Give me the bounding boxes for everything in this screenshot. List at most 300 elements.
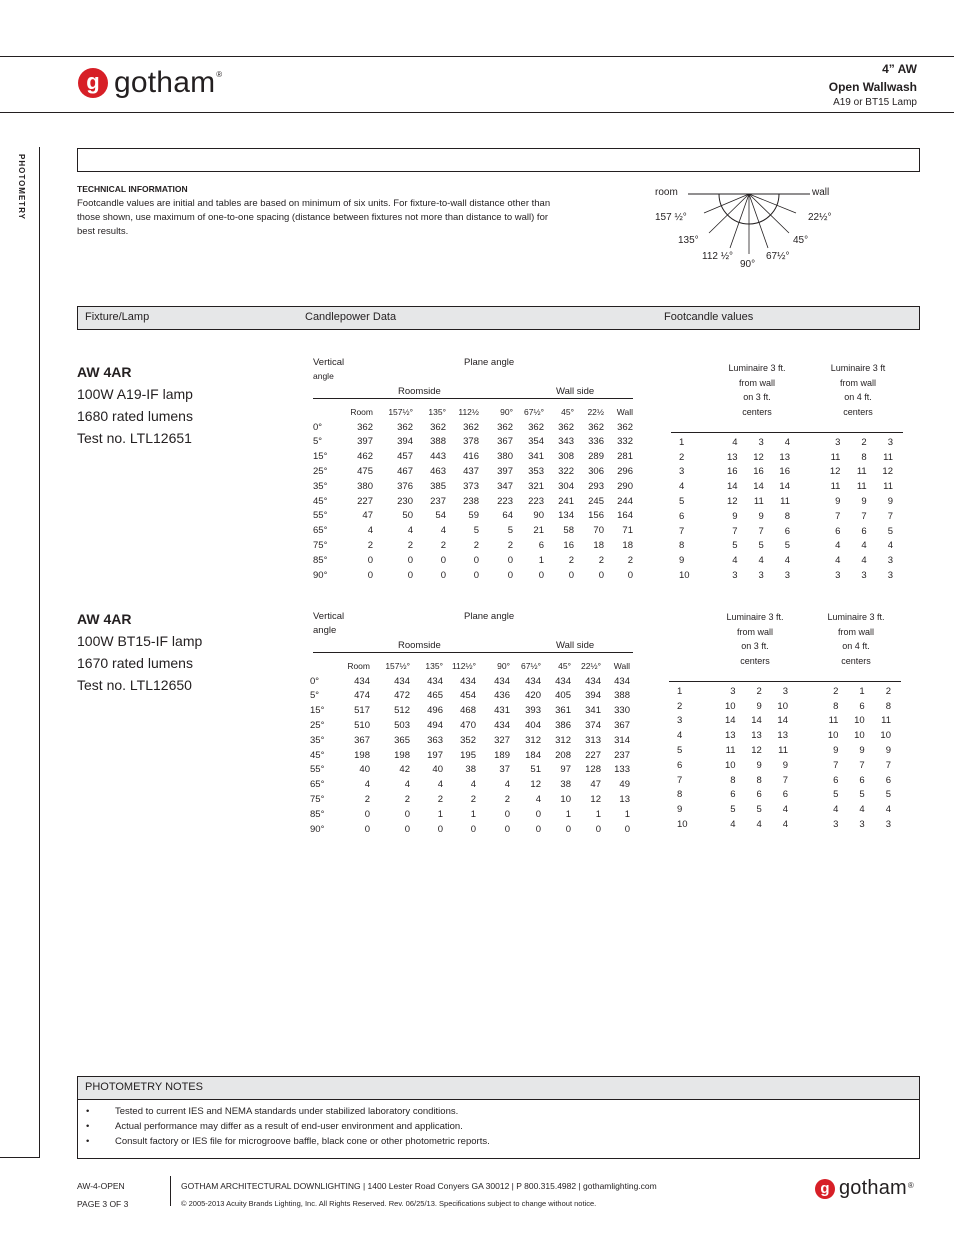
candela-cell: 6 (538, 540, 544, 552)
candela-cell: 365 (394, 734, 410, 746)
candela-cell: 437 (463, 466, 479, 478)
side-divider-foot (0, 1157, 40, 1158)
candela-cell: 394 (397, 436, 413, 448)
label-wall: wall (812, 187, 830, 198)
footcandle-cell: 10 (724, 700, 736, 712)
candela-cell: 434 (585, 675, 601, 687)
footcandle-cell: 7 (732, 525, 738, 537)
footcandle-cell: 3 (887, 436, 893, 448)
footcandle-cell: 4 (835, 555, 841, 567)
candela-cell: 332 (617, 436, 633, 448)
footcandle-cell: 13 (779, 451, 790, 463)
photometry-notes (77, 1076, 920, 1159)
table-row (677, 788, 891, 803)
cp-header-blank (310, 659, 336, 674)
cp-col-header: 157½° (388, 407, 413, 418)
footcandle-cell: 14 (726, 481, 738, 493)
photometry-notes-header (78, 1077, 919, 1100)
distance-cell: 10 (677, 819, 688, 831)
footcandle-cell: 3 (732, 570, 738, 582)
cp-col-header: 157½° (385, 661, 410, 672)
candela-cell: 198 (394, 749, 410, 761)
fc-table-1 (679, 435, 893, 583)
footcandle-cell: 16 (779, 466, 790, 478)
candela-cell: 0 (507, 569, 513, 581)
table-row (677, 743, 891, 758)
fc-2-lum2-line2: from wall (837, 626, 874, 637)
candela-cell: 0 (473, 569, 479, 581)
footcandle-cell: 11 (830, 451, 841, 463)
distance-cell: 2 (679, 451, 685, 463)
candela-cell: 475 (357, 466, 373, 478)
footcandle-cell: 6 (859, 700, 865, 712)
distance-cell: 8 (677, 789, 683, 801)
table-row (313, 420, 633, 435)
fixture-2-test: Test no. LTL12650 (77, 677, 192, 693)
cp-col-header: 90° (497, 661, 510, 672)
candela-cell: 241 (558, 495, 574, 507)
footcandle-cell: 8 (833, 700, 839, 712)
cp-1-roomside: Roomside (398, 386, 441, 397)
candela-cell: 197 (427, 749, 443, 761)
candela-cell: 296 (617, 466, 633, 478)
footcandle-cell: 11 (883, 481, 893, 493)
table-row (310, 822, 630, 837)
footcandle-cell: 3 (833, 819, 839, 831)
footcandle-cell: 13 (724, 730, 736, 742)
candela-cell: 314 (614, 734, 630, 746)
table-row (677, 817, 891, 832)
footcandle-cell: 8 (756, 774, 762, 786)
fc-1-lum2-line3: on 4 ft. (844, 392, 872, 402)
distance-cell: 6 (679, 510, 685, 522)
candela-cell: 347 (497, 480, 513, 492)
candela-cell: 503 (394, 720, 410, 732)
fc-1-lum2-line4: centers (843, 406, 873, 417)
candela-cell: 470 (460, 720, 476, 732)
cp-2-vertical: Vertical (313, 611, 345, 622)
cp-1-vertical: Vertical (313, 357, 345, 368)
footcandle-cell: 9 (833, 745, 839, 757)
distance-cell: 6 (677, 759, 683, 771)
footcandle-cell: 4 (732, 555, 738, 567)
candela-cell: 58 (563, 525, 574, 537)
vertical-angle-cell: 25° (310, 720, 325, 732)
distance-cell: 5 (679, 496, 685, 508)
footcandle-cell: 8 (784, 510, 790, 522)
table-row (677, 758, 891, 773)
label-room: room (655, 187, 678, 198)
note-item: • Actual performance may differ as a result of end-user environment and application. (86, 1119, 490, 1134)
candela-cell: 467 (397, 466, 413, 478)
candela-cell: 156 (588, 510, 604, 522)
candela-cell: 1 (624, 808, 630, 820)
table-row (310, 689, 630, 704)
footcandle-cell: 9 (835, 496, 841, 508)
candela-cell: 13 (619, 794, 630, 806)
candela-cell: 393 (525, 705, 541, 717)
footcandle-cell: 5 (756, 804, 762, 816)
footcandle-cell: 13 (777, 730, 788, 742)
footcandle-cell: 14 (751, 715, 762, 727)
footcandle-cell: 9 (859, 745, 865, 757)
footcandle-cell: 3 (859, 819, 865, 831)
label-157: 157 ½° (655, 212, 687, 223)
cp-2-rule-top (313, 652, 633, 653)
candela-cell: 362 (588, 421, 604, 433)
fc-2-lum-4ft (811, 610, 901, 668)
table-row (313, 538, 633, 553)
table-row (310, 777, 630, 792)
candela-cell: 133 (614, 764, 630, 776)
vertical-angle-cell: 90° (313, 569, 328, 581)
candela-cell: 21 (533, 525, 544, 537)
note-item: • Tested to current IES and NEMA standards under stabilized laboratory conditions. (86, 1104, 490, 1119)
candela-cell: 512 (394, 705, 410, 717)
table-row (313, 523, 633, 538)
footer-copyright: © 2005-2013 Acuity Brands Lighting, Inc. All Rights Reserved. Rev. 06/25/13. Specifications subject to change without notice. (181, 1199, 597, 1208)
candela-cell: 244 (617, 495, 633, 507)
candela-cell: 363 (427, 734, 443, 746)
candela-cell: 468 (460, 705, 476, 717)
candela-cell: 434 (394, 675, 410, 687)
candela-cell: 362 (357, 421, 373, 433)
candela-cell: 64 (502, 510, 513, 522)
side-divider (39, 147, 40, 1157)
cp-col-header: 45° (558, 661, 571, 672)
candela-cell: 336 (588, 436, 604, 448)
cp-col-header: Wall (616, 407, 633, 418)
candela-cell: 362 (617, 421, 633, 433)
gotham-logo-mark: g (78, 68, 108, 98)
cp-table-2 (310, 659, 630, 837)
candela-cell: 376 (397, 480, 413, 492)
vertical-angle-cell: 65° (313, 525, 328, 537)
candela-cell: 510 (354, 720, 370, 732)
candela-cell: 2 (598, 554, 604, 566)
footcandle-cell: 3 (835, 570, 841, 582)
candela-cell: 290 (617, 480, 633, 492)
candela-cell: 0 (440, 569, 446, 581)
footcandle-cell: 4 (732, 436, 738, 448)
table-row (679, 435, 893, 450)
candela-cell: 304 (558, 480, 574, 492)
candela-cell: 2 (507, 540, 513, 552)
label-135: 135° (678, 235, 699, 246)
candela-cell: 0 (407, 569, 413, 581)
table-row (310, 718, 630, 733)
vertical-angle-cell: 15° (313, 451, 328, 463)
candela-cell: 367 (614, 720, 630, 732)
candela-cell: 517 (354, 705, 370, 717)
candela-cell: 380 (497, 451, 513, 463)
footcandle-cell: 5 (758, 540, 764, 552)
candela-cell: 327 (494, 734, 510, 746)
candela-cell: 0 (504, 823, 510, 835)
candela-cell: 0 (504, 808, 510, 820)
candela-cell: 18 (622, 540, 633, 552)
candela-cell: 47 (362, 510, 373, 522)
col-candlepower: Candlepower Data (305, 311, 397, 323)
footcandle-cell: 5 (859, 789, 865, 801)
footcandle-cell: 11 (881, 715, 891, 727)
footcandle-cell: 11 (856, 481, 867, 493)
candela-cell: 245 (588, 495, 604, 507)
table-row (677, 802, 891, 817)
footer-page: PAGE 3 OF 3 (77, 1199, 129, 1209)
table-row (310, 674, 630, 689)
candela-cell: 0 (624, 823, 630, 835)
candela-cell: 0 (404, 823, 410, 835)
vertical-angle-cell: 65° (310, 779, 325, 791)
footer-logo (815, 1177, 914, 1200)
footer-logo-mark: g (815, 1179, 835, 1199)
candela-cell: 16 (563, 540, 574, 552)
candela-cell: 1 (538, 554, 544, 566)
candela-cell: 0 (535, 808, 541, 820)
fc-table-2 (677, 684, 891, 832)
footcandle-cell: 3 (887, 570, 893, 582)
candela-cell: 237 (614, 749, 630, 761)
product-name: Open Wallwash (828, 80, 917, 94)
candela-cell: 0 (565, 823, 571, 835)
candela-cell: 2 (440, 540, 446, 552)
candela-cell: 4 (364, 779, 370, 791)
candela-cell: 4 (407, 525, 413, 537)
footcandle-cell: 12 (753, 451, 764, 463)
candela-cell: 330 (614, 705, 630, 717)
fixture-1-name: AW 4AR (77, 364, 132, 380)
table-row (679, 524, 893, 539)
cp-1-wallside: Wall side (556, 386, 595, 397)
fc-1-lum2-line1: Luminaire 3 ft (830, 363, 886, 373)
footcandle-cell: 4 (833, 804, 839, 816)
candela-cell: 306 (588, 466, 604, 478)
cp-col-header: 22½ (587, 407, 604, 418)
candela-cell: 18 (593, 540, 604, 552)
table-row (679, 539, 893, 554)
candela-cell: 321 (528, 480, 544, 492)
footcandle-cell: 7 (835, 510, 841, 522)
candela-cell: 5 (473, 525, 479, 537)
footcandle-cell: 5 (887, 525, 893, 537)
label-90: 90° (740, 259, 756, 270)
distance-cell: 3 (679, 466, 685, 478)
candela-cell: 343 (558, 436, 574, 448)
footcandle-cell: 6 (859, 774, 865, 786)
footcandle-cell: 6 (784, 525, 790, 537)
candela-cell: 198 (354, 749, 370, 761)
candela-cell: 457 (397, 451, 413, 463)
footcandle-cell: 2 (861, 436, 867, 448)
table-row (310, 748, 630, 763)
candela-cell: 431 (494, 705, 510, 717)
candela-cell: 436 (494, 690, 510, 702)
footcandle-cell: 6 (885, 774, 891, 786)
table-row (679, 509, 893, 524)
distance-cell: 3 (677, 715, 683, 727)
candela-cell: 373 (463, 480, 479, 492)
footcandle-cell: 9 (756, 759, 762, 771)
table-row (310, 807, 630, 822)
candela-cell: 462 (357, 451, 373, 463)
candela-cell: 362 (397, 421, 413, 433)
footcandle-cell: 7 (782, 774, 788, 786)
footcandle-cell: 4 (782, 819, 788, 831)
candela-cell: 378 (463, 436, 479, 448)
fixture-1-test: Test no. LTL12651 (77, 430, 192, 446)
candela-cell: 227 (357, 495, 373, 507)
candela-cell: 0 (437, 823, 443, 835)
col-footcandle: Footcandle values (664, 311, 754, 323)
candela-cell: 50 (402, 510, 413, 522)
candela-cell: 59 (468, 510, 479, 522)
footcandle-cell: 6 (782, 789, 788, 801)
candela-cell: 1 (437, 808, 443, 820)
distance-cell: 7 (679, 525, 685, 537)
footcandle-cell: 2 (885, 685, 891, 697)
candela-cell: 42 (399, 764, 410, 776)
candela-cell: 388 (614, 690, 630, 702)
fc-2-lum2-line1: Luminaire 3 ft. (827, 612, 885, 622)
footcandle-cell: 3 (887, 555, 893, 567)
table-row (677, 699, 891, 714)
candela-cell: 4 (404, 779, 410, 791)
footcandle-cell: 5 (885, 789, 891, 801)
table-row (313, 509, 633, 524)
footcandle-cell: 4 (859, 804, 865, 816)
footcandle-cell: 5 (732, 540, 738, 552)
cp-col-header: 22½° (581, 661, 601, 672)
technical-info-text: Footcandle values are initial and tables are based on minimum of six units. For fixture-to-wall distance other than those shown, use maximum of one-to-one spacing (distance between fixtures not more than distance to wall) for best results. (77, 198, 551, 237)
vertical-angle-cell: 5° (310, 690, 320, 702)
candela-cell: 97 (560, 764, 571, 776)
candela-cell: 361 (555, 705, 571, 717)
candela-cell: 0 (598, 569, 604, 581)
footcandle-cell: 9 (885, 745, 891, 757)
table-row (677, 728, 891, 743)
candela-cell: 394 (585, 690, 601, 702)
candela-cell: 312 (525, 734, 541, 746)
footcandle-cell: 3 (835, 436, 841, 448)
fc-2-lum2-line3: on 4 ft. (842, 641, 870, 651)
table-row (313, 479, 633, 494)
candela-cell: 4 (437, 779, 443, 791)
candela-cell: 454 (460, 690, 476, 702)
footcandle-cell: 7 (833, 759, 839, 771)
fc-2-lum1-line4: centers (740, 655, 770, 666)
cp-header-blank (313, 405, 339, 420)
footcandle-cell: 3 (758, 570, 764, 582)
candela-cell: 0 (568, 569, 574, 581)
table-row (313, 449, 633, 464)
candela-cell: 238 (463, 495, 479, 507)
candela-cell: 0 (367, 569, 373, 581)
fixture-2-lamp: 100W BT15-IF lamp (77, 633, 203, 649)
table-row (679, 450, 893, 465)
candela-cell: 40 (359, 764, 370, 776)
candela-cell: 4 (470, 779, 476, 791)
candela-cell: 2 (504, 794, 510, 806)
vertical-angle-cell: 25° (313, 466, 328, 478)
candela-cell: 434 (494, 675, 510, 687)
footcandle-cell: 12 (726, 496, 738, 508)
cp-col-header: 112½° (451, 661, 476, 672)
fc-1-lum-3ft (712, 361, 802, 419)
candela-cell: 308 (558, 451, 574, 463)
footcandle-cell: 10 (724, 759, 736, 771)
candela-cell: 38 (560, 779, 571, 791)
technical-info-title: TECHNICAL INFORMATION (77, 184, 188, 194)
product-lamp: A19 or BT15 Lamp (833, 97, 917, 108)
cp-col-header: 90° (500, 407, 513, 418)
candela-cell: 374 (585, 720, 601, 732)
cp-1-rule-top (313, 398, 633, 399)
footcandle-cell: 14 (779, 481, 790, 493)
cp-2-roomside: Roomside (398, 640, 441, 651)
candela-cell: 37 (499, 764, 510, 776)
col-fixture-lamp: Fixture/Lamp (85, 311, 150, 323)
candela-cell: 362 (463, 421, 479, 433)
table-row (310, 792, 630, 807)
candela-cell: 54 (435, 510, 446, 522)
vertical-angle-cell: 75° (313, 540, 328, 552)
table-row (310, 763, 630, 778)
candela-cell: 2 (470, 794, 476, 806)
candela-cell: 2 (437, 794, 443, 806)
candela-cell: 312 (555, 734, 571, 746)
cp-col-header: 67½° (521, 661, 541, 672)
vertical-angle-cell: 90° (310, 823, 325, 835)
table-row (310, 703, 630, 718)
candela-cell: 465 (427, 690, 443, 702)
footcandle-cell: 12 (829, 466, 841, 478)
candela-cell: 472 (394, 690, 410, 702)
candela-cell: 443 (430, 451, 446, 463)
distance-cell: 7 (677, 774, 683, 786)
fixture-1-info (77, 361, 193, 449)
candela-cell: 362 (558, 421, 574, 433)
candela-cell: 281 (617, 451, 633, 463)
table-row (679, 553, 893, 568)
candela-cell: 434 (525, 675, 541, 687)
candela-cell: 0 (538, 569, 544, 581)
table-row (313, 553, 633, 568)
side-section-label: PHOTOMETRY (17, 154, 26, 221)
vertical-angle-cell: 85° (310, 808, 325, 820)
candela-cell: 404 (525, 720, 541, 732)
footcandle-cell: 6 (833, 774, 839, 786)
candela-cell: 0 (473, 554, 479, 566)
candela-cell: 397 (357, 436, 373, 448)
table-row (313, 494, 633, 509)
header-title (829, 60, 917, 110)
footcandle-cell: 14 (777, 715, 788, 727)
candela-cell: 434 (494, 720, 510, 732)
candela-cell: 434 (354, 675, 370, 687)
candela-cell: 380 (357, 480, 373, 492)
footcandle-cell: 3 (730, 685, 736, 697)
candela-cell: 0 (470, 823, 476, 835)
vertical-angle-cell: 85° (313, 554, 328, 566)
cp-table-1 (313, 405, 633, 583)
footcandle-cell: 11 (856, 466, 867, 478)
footcandle-cell: 11 (883, 451, 893, 463)
footcandle-cell: 9 (756, 700, 762, 712)
candela-cell: 367 (354, 734, 370, 746)
footcandle-cell: 8 (730, 774, 736, 786)
cp-2-angle: angle (313, 625, 337, 636)
